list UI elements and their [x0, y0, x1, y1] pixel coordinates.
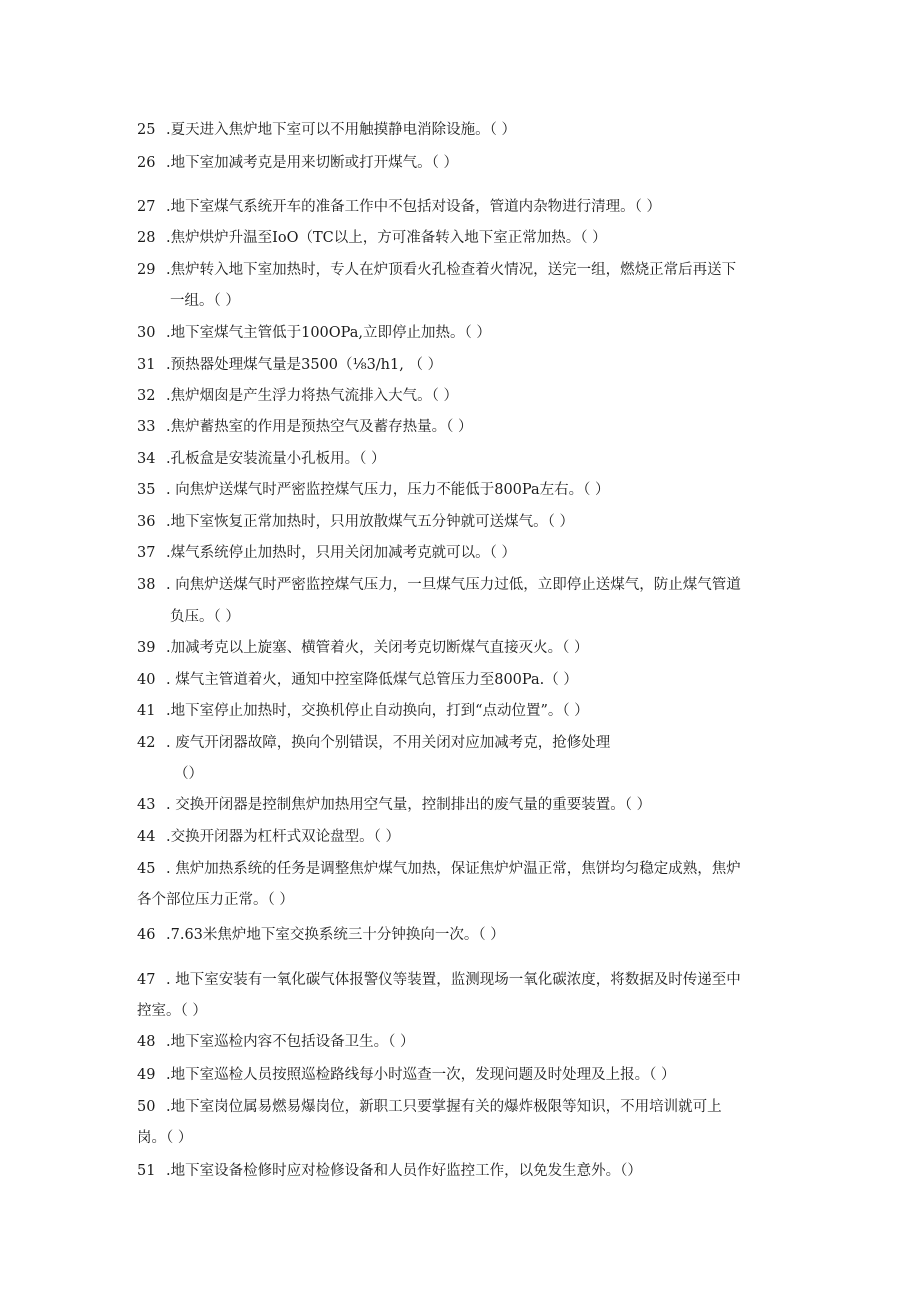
question-number: 30 [137, 325, 156, 341]
question-text: .地下室巡检内容不包括设备卫生。（ ） [166, 1034, 415, 1050]
question-text: .夏天进入焦炉地下室可以不用触摸静电消除设施。（ ） [166, 122, 516, 138]
question-number: 47 [137, 972, 156, 988]
question-text: . 向焦炉送煤气时严密监控煤气压力，压力不能低于800Pa左右。（ ） [166, 482, 610, 498]
question-35 [137, 475, 787, 506]
question-50 [137, 1092, 787, 1123]
question-43 [137, 790, 787, 821]
question-number: 40 [137, 672, 156, 688]
question-34 [137, 444, 787, 475]
question-number: 46 [137, 927, 156, 943]
question-number: 50 [137, 1099, 156, 1115]
question-text: .孔板盒是安装流量小孔板用。（ ） [166, 451, 386, 467]
question-25 [137, 115, 787, 146]
question-number: 44 [137, 829, 156, 845]
question-number: 38 [137, 577, 156, 593]
question-number: 45 [137, 861, 156, 877]
question-text: .地下室停止加热时，交换机停止自动换向，打到“点动位置”。（ ） [166, 703, 589, 719]
question-text: . 焦炉加热系统的任务是调整焦炉煤气加热，保证焦炉炉温正常，焦饼均匀稳定成熟，焦炉 [166, 861, 741, 877]
question-number: 32 [137, 388, 156, 404]
question-number: 26 [137, 155, 156, 171]
question-49 [137, 1060, 787, 1091]
question-number: 29 [137, 262, 156, 278]
question-36 [137, 507, 787, 538]
question-text: .地下室设备检修时应对检修设备和人员作好监控工作，以免发生意外。（） [166, 1163, 642, 1179]
question-27 [137, 192, 787, 223]
question-text: . 废气开闭器故障，换向个别错误，不用关闭对应加减考克，抢修处理 [166, 735, 611, 751]
question-number: 35 [137, 482, 156, 498]
question-number: 41 [137, 703, 156, 719]
question-number: 51 [137, 1163, 156, 1179]
question-47-continuation: 控室。（ ） [137, 1003, 207, 1019]
question-42-continuation: （） [174, 766, 203, 782]
question-text: .焦炉烘炉升温至IoO（TC以上，方可准备转入地下室正常加热。（ ） [166, 230, 607, 246]
question-text: .地下室煤气系统开车的准备工作中不包括对设备，管道内杂物进行清理。（ ） [166, 199, 661, 215]
question-38 [137, 570, 787, 601]
question-text: .交换开闭器为杠杆式双论盘型。（ ） [166, 829, 400, 845]
question-number: 31 [137, 357, 156, 373]
question-text: . 煤气主管道着火，通知中控室降低煤气总管压力至800Pa.（ ） [166, 672, 578, 688]
question-41 [137, 696, 787, 727]
question-32 [137, 381, 787, 412]
question-text: . 交换开闭器是控制焦炉加热用空气量，控制排出的废气量的重要装置。（ ） [166, 797, 652, 813]
question-text: .焦炉烟囱是产生浮力将热气流排入大气。（ ） [166, 388, 458, 404]
question-number: 37 [137, 545, 156, 561]
question-50-continuation: 岗。（ ） [137, 1130, 193, 1146]
question-30 [137, 318, 787, 349]
question-text: .地下室巡检人员按照巡检路线每小时巡查一次，发现问题及时处理及上报。（ ） [166, 1067, 676, 1083]
question-text: . 地下室安装有一氧化碳气体报警仪等装置，监测现场一氧化碳浓度，将数据及时传递至中 [166, 972, 741, 988]
question-text: .焦炉蓄热室的作用是预热空气及蓄存热量。（ ） [166, 419, 473, 435]
question-number: 28 [137, 230, 156, 246]
question-44 [137, 822, 787, 853]
question-text: .煤气系统停止加热时，只用关闭加减考克就可以。（ ） [166, 545, 516, 561]
question-text: .地下室恢复正常加热时，只用放散煤气五分钟就可送煤气。（ ） [166, 514, 574, 530]
question-38-continuation: 负压。（ ） [170, 609, 240, 625]
question-text: . 向焦炉送煤气时严密监控煤气压力，一旦煤气压力过低，立即停止送煤气，防止煤气管道 [166, 577, 741, 593]
question-29-continuation: 一组。（ ） [170, 293, 240, 309]
question-45-continuation: 各个部位压力正常。（ ） [137, 892, 294, 908]
question-text: .7.63米焦炉地下室交换系统三十分钟换向一次。（ ） [166, 927, 505, 943]
question-number: 49 [137, 1067, 156, 1083]
question-37 [137, 538, 787, 569]
question-48 [137, 1027, 787, 1058]
question-33 [137, 412, 787, 443]
question-29 [137, 255, 787, 286]
question-46 [137, 920, 787, 951]
question-text: .地下室煤气主管低于100OPa,立即停止加热。（ ） [166, 325, 491, 341]
question-text: .地下室加减考克是用来切断或打开煤气。（ ） [166, 155, 458, 171]
question-text: .地下室岗位属易燃易爆岗位，新职工只要掌握有关的爆炸极限等知识，不用培训就可上 [166, 1099, 722, 1115]
question-number: 39 [137, 640, 156, 656]
question-text: .预热器处理煤气量是3500（⅛3∕h1, （ ） [166, 357, 443, 373]
question-number: 27 [137, 199, 156, 215]
question-number: 25 [137, 122, 156, 138]
question-40 [137, 665, 787, 696]
question-51 [137, 1156, 787, 1187]
question-text: .焦炉转入地下室加热时，专人在炉顶看火孔检查着火情况，送完一组，燃烧正常后再送下 [166, 262, 737, 278]
question-text: .加减考克以上旋塞、横管着火，关闭考克切断煤气直接灭火。（ ） [166, 640, 589, 656]
question-42 [137, 728, 787, 759]
question-number: 48 [137, 1034, 156, 1050]
question-26 [137, 148, 787, 179]
question-31 [137, 350, 787, 381]
question-39 [137, 633, 787, 664]
question-number: 34 [137, 451, 156, 467]
question-number: 42 [137, 735, 156, 751]
question-45 [137, 854, 787, 885]
question-47 [137, 965, 787, 996]
question-number: 43 [137, 797, 156, 813]
question-number: 33 [137, 419, 156, 435]
question-number: 36 [137, 514, 156, 530]
question-28 [137, 223, 787, 254]
